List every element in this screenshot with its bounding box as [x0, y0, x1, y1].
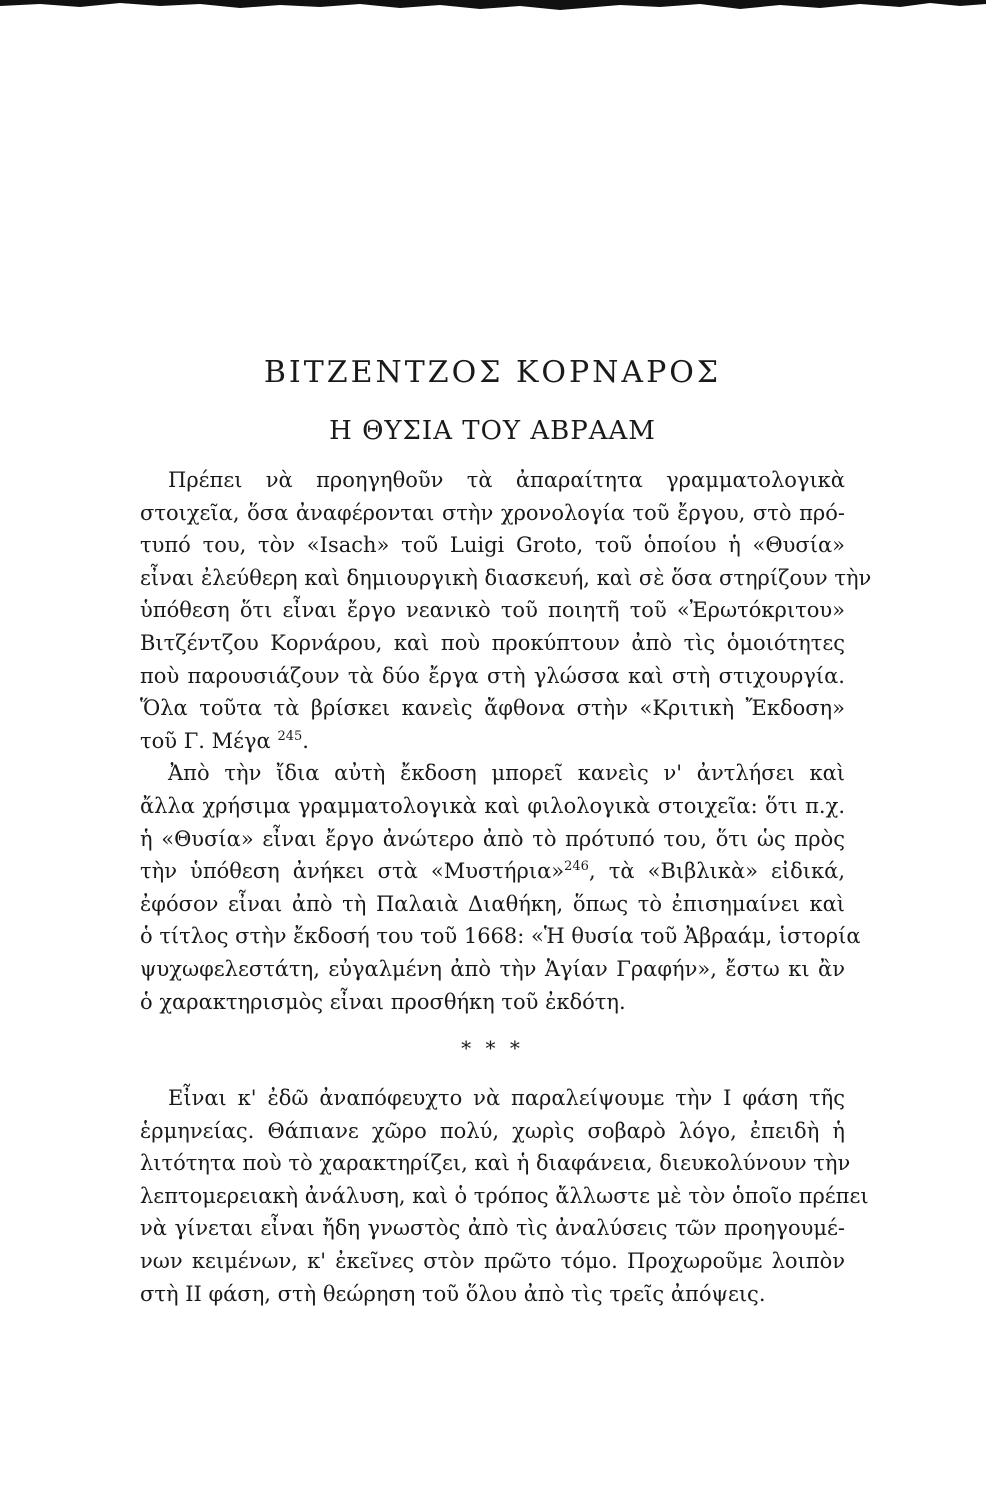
text-line: ποὺ παρουσιάζουν τὰ δύο ἔργα στὴ γλώσσα καὶ στὴ στιχουργία.	[140, 663, 845, 688]
text-line: Ἀπὸ τὴν ἴδια αὐτὴ ἔκδοση μπορεῖ κανεὶς ν' ἀντλήσει καὶ	[168, 761, 845, 786]
paragraph-1	[140, 464, 872, 757]
text-fragment: , τὰ «Βιβλικὰ» εἰδικά,	[588, 859, 846, 884]
text-line: Βιτζέντζου Κορνάρου, καὶ ποὺ προκύπτουν ἀπὸ τὶς ὁμοιότητες	[140, 630, 845, 655]
paragraph-3	[140, 1082, 869, 1310]
text-line: ὁ χαρακτηρισμὸς εἶναι προσθήκη τοῦ ἐκδότη.	[140, 989, 626, 1014]
text-fragment: .	[302, 728, 309, 753]
text-line: ψυχωφελεστάτη, εὐγαλμένη ἀπὸ τὴν Ἁγίαν Γραφήν», ἔστω κι ἂν	[140, 956, 845, 981]
footnote-ref-245: 245	[277, 728, 303, 744]
text-line	[140, 855, 845, 888]
text-line: λεπτομερειακὴ ἀνάλυση, καὶ ὁ τρόπος ἄλλωστε μὲ τὸν ὁποῖο πρέπει	[140, 1183, 869, 1208]
text-line: ἑρμηνείας. Θάπιανε χῶρο πολύ, χωρὶς σοβαρὸ λόγο, ἐπειδὴ ἡ	[140, 1118, 845, 1143]
text-line: ἄλλα χρήσιμα γραμματολογικὰ καὶ φιλολογικὰ στοιχεῖα: ὅτι π.χ.	[140, 793, 845, 818]
text-line: στοιχεῖα, ὅσα ἀναφέρονται στὴν χρονολογία τοῦ ἔργου, στὸ πρό-	[140, 500, 845, 525]
text-fragment: τοῦ Γ. Μέγα	[140, 728, 271, 753]
text-line: Ὅλα τοῦτα τὰ βρίσκει κανεὶς ἄφθονα στὴν «Κριτικὴ Ἔκδοση»	[140, 696, 845, 721]
text-line: ὑπόθεση ὅτι εἶναι ἔργο νεανικὸ τοῦ ποιητῆ τοῦ «Ἐρωτόκριτου»	[140, 598, 845, 623]
text-line: Εἶναι κ' ἐδῶ ἀναπόφευχτο νὰ παραλείψουμε τὴν Ι φάση τῆς	[168, 1086, 845, 1111]
text-line: ὁ τίτλος στὴν ἔκδοσή του τοῦ 1668: «Ἡ θυσία τοῦ Ἀβραάμ, ἱστορία	[140, 924, 861, 949]
text-line: νων κειμένων, κ' ἐκεῖνες στὸν πρῶτο τόμο. Προχωροῦμε λοιπὸν	[140, 1249, 845, 1274]
work-title: Η ΘΥΣΙΑ ΤΟΥ ΑΒΡΑΑΜ	[329, 416, 656, 446]
text-line: εἶναι ἐλεύθερη καὶ δημιουργικὴ διασκευή, καὶ σὲ ὅσα στηρίζουν τὴν	[140, 565, 872, 590]
text-line: στὴ ΙΙ φάση, στὴ θεώρηση τοῦ ὅλου ἀπὸ τὶς τρεῖς ἀπόψεις.	[140, 1281, 766, 1306]
text-fragment: τὴν ὑπόθεση ἀνήκει στὰ «Μυστήρια»	[140, 859, 565, 884]
text-line: ἡ «Θυσία» εἶναι ἔργο ἀνώτερο ἀπὸ τὸ πρότυπό του, ὅτι ὡς πρὸς	[140, 826, 845, 851]
text-line: νὰ γίνεται εἶναι ἤδη γνωστὸς ἀπὸ τὶς ἀναλύσεις τῶν προηγουμέ-	[140, 1216, 845, 1241]
text-line: τυπό του, τὸν «Isach» τοῦ Luigi Groto, τοῦ ὁποίου ἡ «Θυσία»	[140, 533, 845, 558]
paragraph-2	[140, 757, 861, 1018]
footnote-ref-246: 246	[564, 859, 589, 875]
text-line	[140, 725, 845, 758]
section-separator: * * *	[461, 1036, 524, 1061]
text-line: ἐφόσον εἶναι ἀπὸ τὴ Παλαιὰ Διαθήκη, ὅπως τὸ ἐπισημαίνει καὶ	[140, 891, 845, 916]
text-line: Πρέπει νὰ προηγηθοῦν τὰ ἀπαραίτητα γραμματολογικὰ	[168, 468, 845, 492]
author-heading: ΒΙΤΖΕΝΤΖΟΣ ΚΟΡΝΑΡΟΣ	[263, 355, 722, 390]
page-body	[140, 355, 872, 1310]
torn-page-edge	[0, 0, 986, 14]
text-line: λιτότητα ποὺ τὸ χαρακτηρίζει, καὶ ἡ διαφάνεια, διευκολύνουν τὴν	[140, 1151, 851, 1176]
